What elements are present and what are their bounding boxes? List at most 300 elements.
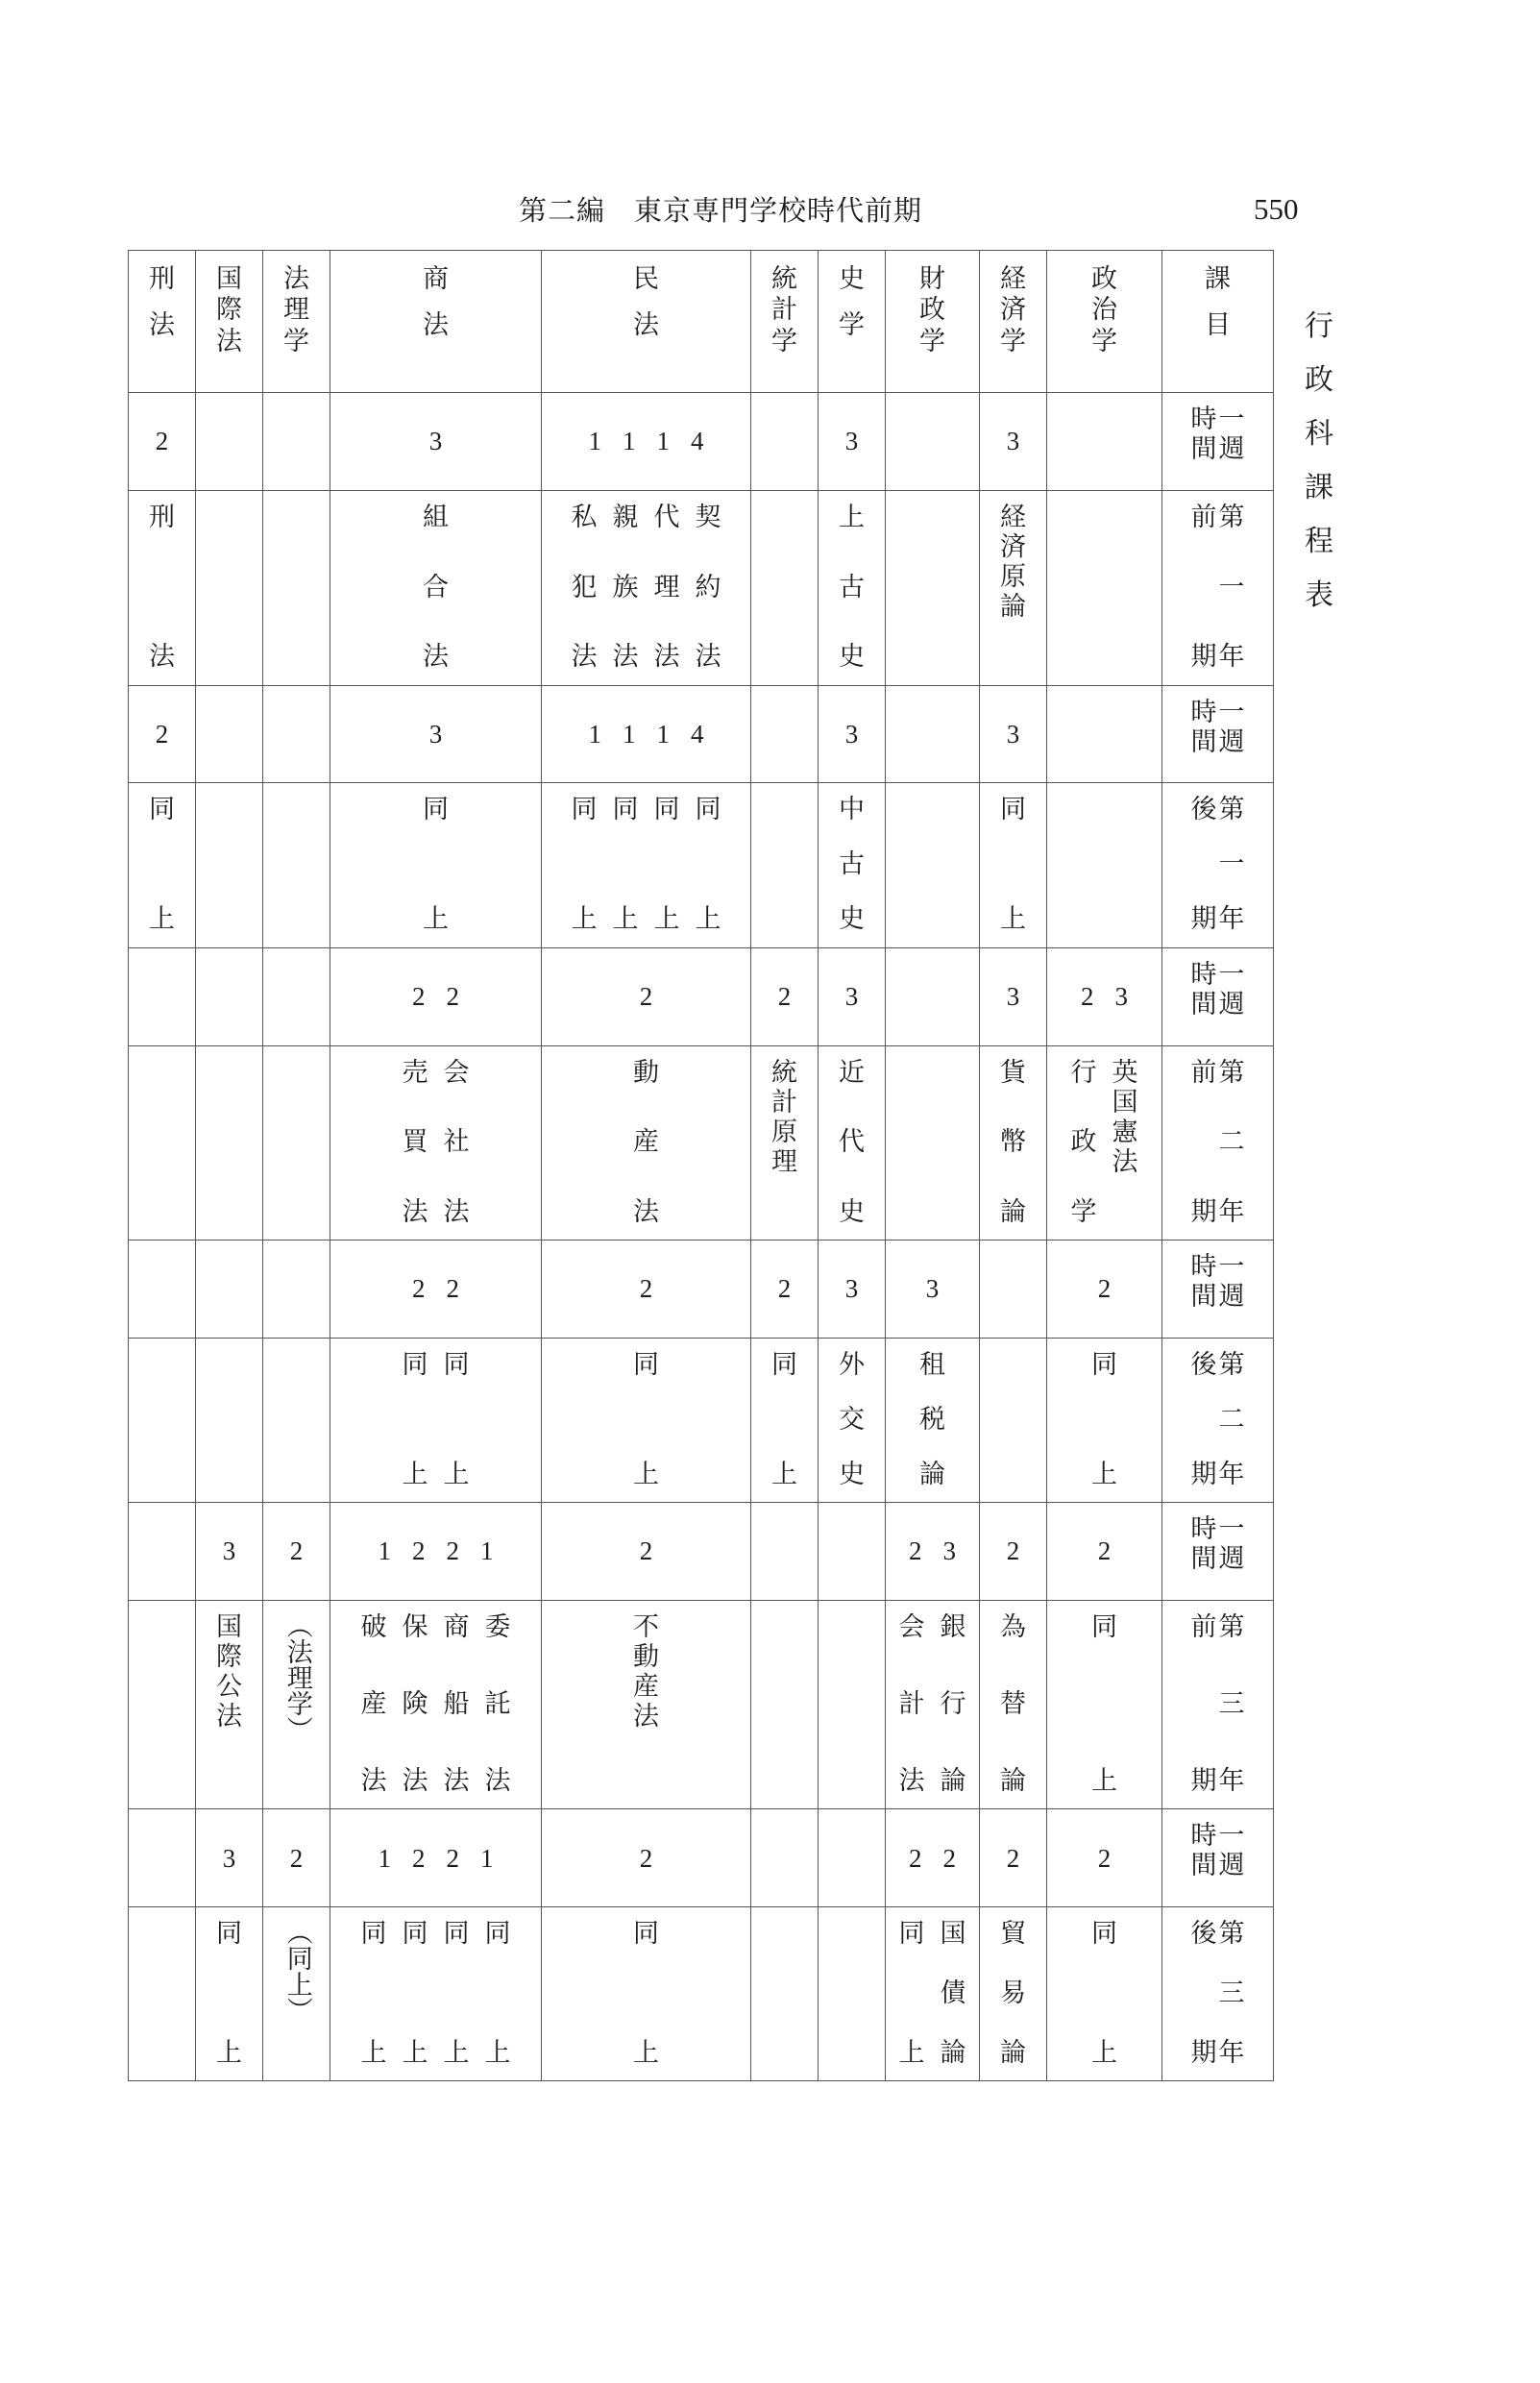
unit-label-cell [1162, 947, 1274, 1045]
column-header-text [1162, 264, 1273, 341]
unit-char: 時 [1190, 1821, 1217, 1852]
subject-char: 上 [402, 1459, 428, 1489]
unit-label [1162, 1809, 1273, 1906]
subjects-row [129, 1601, 1274, 1809]
hours-cell-horigaku [263, 947, 330, 1045]
column-header-text [980, 264, 1046, 356]
subject-char: 同 [1000, 795, 1026, 825]
weekly-hours: 3 [1114, 981, 1128, 1011]
column-header-text [129, 264, 195, 341]
subject-cell-tokeigaku [751, 783, 819, 947]
unit-char: 週 [1218, 1851, 1245, 1881]
unit-label-cell [1162, 685, 1274, 783]
subject-char: 租 [919, 1350, 945, 1381]
subject-char: 代 [839, 1127, 865, 1158]
subject-name [613, 795, 639, 935]
hours-cell-minpo [542, 1503, 751, 1601]
subject-name [941, 1612, 966, 1797]
subject-name [1091, 1612, 1117, 1797]
hours-cell-seijigaku [1047, 1809, 1162, 1907]
subject-char: 法 [402, 1765, 428, 1796]
subject-char: 同 [571, 795, 598, 825]
subject-cell-kokusaiho [196, 490, 263, 685]
hours-cell-kokusaiho [196, 1241, 263, 1339]
subject-cell-tokeigaku [751, 1339, 819, 1503]
unit-label [1162, 393, 1273, 490]
weekly-hours: 3 [844, 1274, 859, 1304]
term-char: 二 [1218, 1404, 1245, 1435]
hours-cell-seijigaku [1047, 393, 1162, 491]
subject-char: 上 [149, 904, 175, 935]
column-header-text [330, 264, 541, 341]
column-header-char: 学 [1091, 326, 1117, 356]
column-header-char: 法 [149, 309, 175, 340]
weekly-hours: 3 [222, 1843, 236, 1873]
term-char: 年 [1218, 904, 1245, 935]
weekly-hours: 2 [942, 1843, 956, 1873]
hours-cell-minpo [542, 947, 751, 1045]
hours-cell-shoho [330, 685, 542, 783]
subject-name [572, 795, 598, 935]
unit-char: 時 [1190, 959, 1217, 990]
weekly-hours: 2 [412, 981, 426, 1011]
column-header-char: 財 [919, 264, 945, 294]
subject-name [839, 1058, 865, 1229]
hours-cell-horigaku [263, 685, 330, 783]
term-char: 前 [1190, 1612, 1217, 1643]
subject-char: 古 [839, 572, 865, 602]
subject-char: 幣 [1000, 1127, 1026, 1158]
subject-char: 法 [216, 1702, 242, 1732]
subject-name [1071, 1058, 1097, 1229]
term-char: 第 [1218, 502, 1245, 532]
subject-char: 理 [653, 572, 680, 602]
subject-name [444, 1350, 470, 1490]
subject-char: 憲 [1112, 1117, 1138, 1147]
subject-name [1000, 1919, 1026, 2069]
unit-char: 週 [1218, 1544, 1245, 1575]
subject-char: 上 [1091, 1459, 1117, 1489]
hours-cell-zaiseigaku [886, 393, 980, 491]
column-header-char: 刑 [149, 264, 175, 294]
subject-cell-shoho [330, 1339, 542, 1503]
column-header-char: 民 [633, 264, 659, 294]
weekly-hours: 3 [428, 427, 443, 456]
subject-char: 上 [633, 2037, 659, 2068]
term-char: 前 [1190, 1057, 1217, 1088]
subject-char: 計 [898, 1688, 925, 1719]
subject-char: 税 [919, 1404, 945, 1435]
subject-char: 会 [443, 1057, 470, 1088]
subject-name [696, 503, 721, 674]
subject-cell-shoho [330, 1601, 542, 1809]
term-label [1162, 491, 1273, 685]
unit-char: 時 [1190, 1252, 1217, 1283]
hours-cell-horigaku [263, 1503, 330, 1601]
subject-char: 同 [612, 795, 639, 825]
subject-cell-zaiseigaku [886, 1045, 980, 1241]
subjects-row [129, 783, 1274, 947]
subject-char: 法 [898, 1765, 925, 1796]
weekly-hours: 4 [691, 719, 704, 749]
subject-cell-zaiseigaku [886, 783, 980, 947]
subject-char: 同 [633, 1350, 659, 1381]
subject-char: 計 [771, 1087, 797, 1118]
weekly-hours: 2 [289, 1536, 304, 1566]
subject-char: 外 [839, 1350, 865, 1381]
subject-char: 論 [940, 2037, 966, 2068]
column-header-char: 学 [919, 326, 945, 356]
column-header-char: 統 [771, 264, 797, 294]
subject-char: 保 [402, 1612, 428, 1643]
subject-char: 法 [571, 642, 598, 673]
weekly-hours: 2 [412, 1843, 426, 1873]
hours-cell-kokusaiho [196, 1503, 263, 1601]
subject-char: 原 [771, 1117, 797, 1147]
subject-cell-minpo [542, 1601, 751, 1809]
subject-char: 上 [443, 1459, 470, 1489]
unit-label-cell [1162, 1809, 1274, 1907]
subject-char: 上 [443, 2037, 470, 2068]
subject-cell-shigaku [819, 490, 886, 685]
subject-char: 上 [771, 1459, 797, 1489]
hours-cell-zaiseigaku [886, 1809, 980, 1907]
hours-cell-kokusaiho [196, 685, 263, 783]
subject-char: 上 [216, 2037, 242, 2068]
hours-cell-horigaku [263, 1241, 330, 1339]
subject-cell-seijigaku [1047, 1339, 1162, 1503]
subject-name [1000, 1612, 1026, 1797]
weekly-hours: 2 [777, 981, 792, 1011]
term-char: 後 [1190, 1350, 1217, 1381]
column-header-char: 目 [1205, 309, 1231, 340]
side-title-char: 程 [1305, 525, 1333, 558]
subject-char: 政 [1070, 1127, 1097, 1158]
unit-char: 時 [1190, 405, 1217, 434]
subject-cell-tokeigaku [751, 1907, 819, 2081]
subject-char: 法 [360, 1765, 387, 1796]
weekly-hours: 2 [155, 427, 169, 456]
subject-char: 合 [423, 572, 449, 602]
column-header-text [542, 264, 750, 341]
subject-char: 代 [653, 502, 680, 532]
column-header-char: 済 [1000, 295, 1026, 326]
subject-char: 法 [633, 1196, 659, 1227]
subject-char: 同 [653, 795, 680, 825]
column-header-char: 商 [423, 264, 449, 294]
column-header-seijigaku [1047, 251, 1162, 393]
subject-cell-keizaigaku [980, 1601, 1047, 1809]
weekly-hours: 2 [639, 981, 653, 1011]
term-char: 期 [1190, 1196, 1217, 1227]
term-char: 三 [1218, 1978, 1245, 2008]
weekly-hours: 2 [777, 1274, 792, 1304]
hours-cell-horigaku [263, 393, 330, 491]
subject-name [1091, 1919, 1117, 2069]
subject-name [403, 1058, 428, 1229]
subject-name [216, 1612, 242, 1797]
hours-cell-shigaku [819, 947, 886, 1045]
weekly-hours: 2 [639, 1843, 653, 1873]
weekly-hours: 2 [1006, 1843, 1020, 1873]
subject-char: 上 [402, 2037, 428, 2068]
hours-cell-minpo [542, 393, 751, 491]
hours-row [129, 947, 1274, 1045]
subject-char: 同 [423, 795, 449, 825]
weekly-hours: 1 [480, 1536, 494, 1566]
subject-char: 法 [695, 642, 721, 673]
weekly-hours: 1 [623, 427, 636, 456]
hours-cell-keizaigaku [980, 393, 1047, 491]
hours-cell-keizaigaku [980, 1809, 1047, 1907]
weekly-hours: 3 [222, 1536, 236, 1566]
column-header-char: 経 [1000, 264, 1026, 294]
weekly-hours: 2 [412, 1536, 426, 1566]
term-label-cell [1162, 1907, 1274, 2081]
subject-char: 上 [1091, 1765, 1117, 1796]
subject-name [613, 503, 639, 674]
hours-cell-keizaigaku [980, 947, 1047, 1045]
subject-name [654, 503, 680, 674]
unit-label [1162, 948, 1273, 1045]
unit-char: 週 [1218, 1282, 1245, 1313]
subject-char: 統 [771, 1057, 797, 1088]
subject-char: 同 [360, 1919, 387, 1950]
column-header-text [263, 264, 330, 356]
weekly-hours: 3 [1006, 427, 1020, 456]
subject-char: 貨 [1000, 1057, 1026, 1088]
hours-cell-tokeigaku [751, 947, 819, 1045]
subject-char: 同 [633, 1919, 659, 1950]
weekly-hours: 2 [1097, 1536, 1112, 1566]
column-header-minpo [542, 251, 751, 393]
subject-name [771, 1350, 797, 1490]
subject-cell-seijigaku [1047, 1045, 1162, 1241]
subject-char: 社 [443, 1127, 470, 1158]
subject-char: 学 [1070, 1196, 1097, 1227]
subject-char: 同 [695, 795, 721, 825]
subject-cell-kokusaiho [196, 783, 263, 947]
subject-name [216, 1919, 242, 2069]
term-char: 年 [1218, 2037, 1245, 2068]
hours-cell-shigaku [819, 393, 886, 491]
unit-label-cell [1162, 1503, 1274, 1601]
subject-char: 産 [633, 1672, 659, 1703]
column-header-text [1047, 264, 1161, 356]
subject-char: 上 [653, 904, 680, 935]
subject-char: 上 [484, 2037, 511, 2068]
hours-cell-kokusaiho [196, 1809, 263, 1907]
subject-cell-shigaku [819, 1045, 886, 1241]
weekly-hours: 3 [1006, 719, 1020, 749]
unit-char: 時 [1190, 1514, 1217, 1545]
subject-name [444, 1058, 470, 1229]
subject-cell-horigaku [263, 783, 330, 947]
hours-cell-shoho [330, 1241, 542, 1339]
subject-char: 法 [423, 642, 449, 673]
subject-name [941, 1919, 966, 2069]
subject-name [839, 1350, 865, 1490]
column-header-char: 法 [633, 309, 659, 340]
weekly-hours: 1 [656, 427, 670, 456]
subject-char: 理 [771, 1146, 797, 1177]
column-header-char: 計 [771, 295, 797, 326]
subject-cell-tokeigaku [751, 1045, 819, 1241]
unit-char: 間 [1190, 434, 1217, 465]
subject-char: 上 [839, 502, 865, 532]
weekly-hours: 3 [925, 1274, 940, 1304]
unit-char: 一 [1218, 1821, 1245, 1852]
column-header-shoho [330, 251, 542, 393]
term-label-cell [1162, 1601, 1274, 1809]
hours-row [129, 393, 1274, 491]
subject-char: 法 [484, 1765, 511, 1796]
column-header-text [886, 264, 979, 356]
subject-name [361, 1612, 387, 1797]
term-char: 前 [1190, 502, 1217, 532]
hours-cell-horigaku [263, 1809, 330, 1907]
hours-cell-tokeigaku [751, 393, 819, 491]
subject-cell-kokusaiho [196, 1601, 263, 1809]
weekly-hours: 3 [844, 427, 859, 456]
subject-name [572, 503, 598, 674]
subjects-row [129, 1045, 1274, 1241]
column-header-char: 政 [919, 295, 945, 326]
hours-cell-keizaigaku [980, 685, 1047, 783]
subject-cell-keiho [129, 1601, 196, 1809]
subject-char: 論 [940, 1765, 966, 1796]
hours-cell-seijigaku [1047, 1503, 1162, 1601]
subject-char: 交 [839, 1404, 865, 1435]
subject-char: 委 [484, 1612, 511, 1643]
column-header-text [196, 264, 262, 356]
subject-char: 際 [216, 1642, 242, 1673]
subject-char: 同 [443, 1350, 470, 1381]
subject-name [771, 1058, 797, 1229]
subject-char: 論 [1000, 2037, 1026, 2068]
weekly-hours: 1 [656, 719, 670, 749]
subject-char: 上 [1000, 904, 1026, 935]
subject-char: 同 [443, 1919, 470, 1950]
hours-row [129, 685, 1274, 783]
subject-char: 動 [633, 1057, 659, 1088]
subject-char: 英 [1112, 1057, 1138, 1088]
hours-cell-seijigaku [1047, 685, 1162, 783]
subjects-row [129, 1339, 1274, 1503]
subject-char: 売 [402, 1057, 428, 1088]
subject-cell-shoho [330, 490, 542, 685]
unit-char: 間 [1190, 726, 1217, 757]
subject-name [423, 503, 449, 674]
subject-cell-keiho [129, 1339, 196, 1503]
column-header-char: 学 [839, 309, 865, 340]
subject-char: 為 [1000, 1612, 1026, 1643]
subject-char: 動 [633, 1642, 659, 1673]
subject-cell-keiho [129, 783, 196, 947]
subject-cell-zaiseigaku [886, 1601, 980, 1809]
subject-name [633, 1350, 659, 1490]
unit-char: 週 [1218, 434, 1245, 465]
unit-char: 一 [1218, 405, 1245, 434]
subject-name [361, 1919, 387, 2069]
hours-cell-minpo [542, 685, 751, 783]
subject-char: 同 [402, 1350, 428, 1381]
hours-cell-shoho [330, 1809, 542, 1907]
subject-name [839, 503, 865, 674]
subject-char: 同 [484, 1919, 511, 1950]
subject-char: 法 [402, 1196, 428, 1227]
subject-char: 公 [216, 1672, 242, 1703]
unit-char: 時 [1190, 697, 1217, 727]
subject-char: 同 [771, 1350, 797, 1381]
weekly-hours: 1 [378, 1536, 391, 1566]
page-number: 550 [1254, 192, 1299, 226]
subject-char: 犯 [571, 572, 598, 602]
hours-cell-shigaku [819, 685, 886, 783]
term-char: 二 [1218, 1127, 1245, 1158]
hours-cell-zaiseigaku [886, 685, 980, 783]
subject-name [1000, 1058, 1026, 1229]
subject-char: 買 [402, 1127, 428, 1158]
subject-cell-zaiseigaku [886, 1339, 980, 1503]
subject-char: 同 [402, 1919, 428, 1950]
subject-char: 同 [216, 1919, 242, 1950]
column-header-char: 法 [216, 326, 242, 356]
column-header-char: 理 [283, 295, 309, 326]
subject-cell-seijigaku [1047, 1907, 1162, 2081]
subject-char: 古 [839, 849, 865, 880]
subject-char: 約 [695, 572, 721, 602]
unit-label-cell [1162, 393, 1274, 491]
subject-char: 船 [443, 1688, 470, 1719]
column-header-char: 学 [283, 326, 309, 356]
weekly-hours: 1 [378, 1843, 391, 1873]
weekly-hours: 1 [588, 719, 601, 749]
column-header-text [819, 264, 885, 341]
subject-char: 同 [1091, 1919, 1117, 1950]
hours-cell-kokusaiho [196, 393, 263, 491]
hours-cell-keiho [129, 1503, 196, 1601]
unit-label [1162, 1503, 1273, 1600]
unit-label-cell [1162, 1241, 1274, 1339]
hours-cell-shoho [330, 947, 542, 1045]
subject-name [839, 795, 865, 935]
subject-char: 上 [898, 2037, 925, 2068]
subject-char: 近 [839, 1057, 865, 1088]
subject-char: 史 [839, 642, 865, 673]
unit-char: 間 [1190, 1282, 1217, 1313]
hours-cell-keiho [129, 685, 196, 783]
hours-row [129, 1503, 1274, 1601]
subject-char: 上 [1091, 2037, 1117, 2068]
subject-cell-keiho [129, 1045, 196, 1241]
subject-char: 上 [612, 904, 639, 935]
subject-cell-seijigaku [1047, 490, 1162, 685]
hours-cell-kokusaiho [196, 947, 263, 1045]
subject-name [1000, 503, 1026, 674]
term-char: 三 [1218, 1688, 1245, 1719]
subject-cell-tokeigaku [751, 490, 819, 685]
subject-cell-keizaigaku [980, 1907, 1047, 2081]
subject-cell-minpo [542, 783, 751, 947]
subject-name [485, 1919, 511, 2069]
weekly-hours: 2 [1006, 1536, 1020, 1566]
subject-char: 同 [1091, 1612, 1117, 1643]
subject-cell-shoho [330, 783, 542, 947]
subject-cell-shigaku [819, 1339, 886, 1503]
hours-cell-zaiseigaku [886, 1503, 980, 1601]
unit-char: 間 [1190, 989, 1217, 1020]
